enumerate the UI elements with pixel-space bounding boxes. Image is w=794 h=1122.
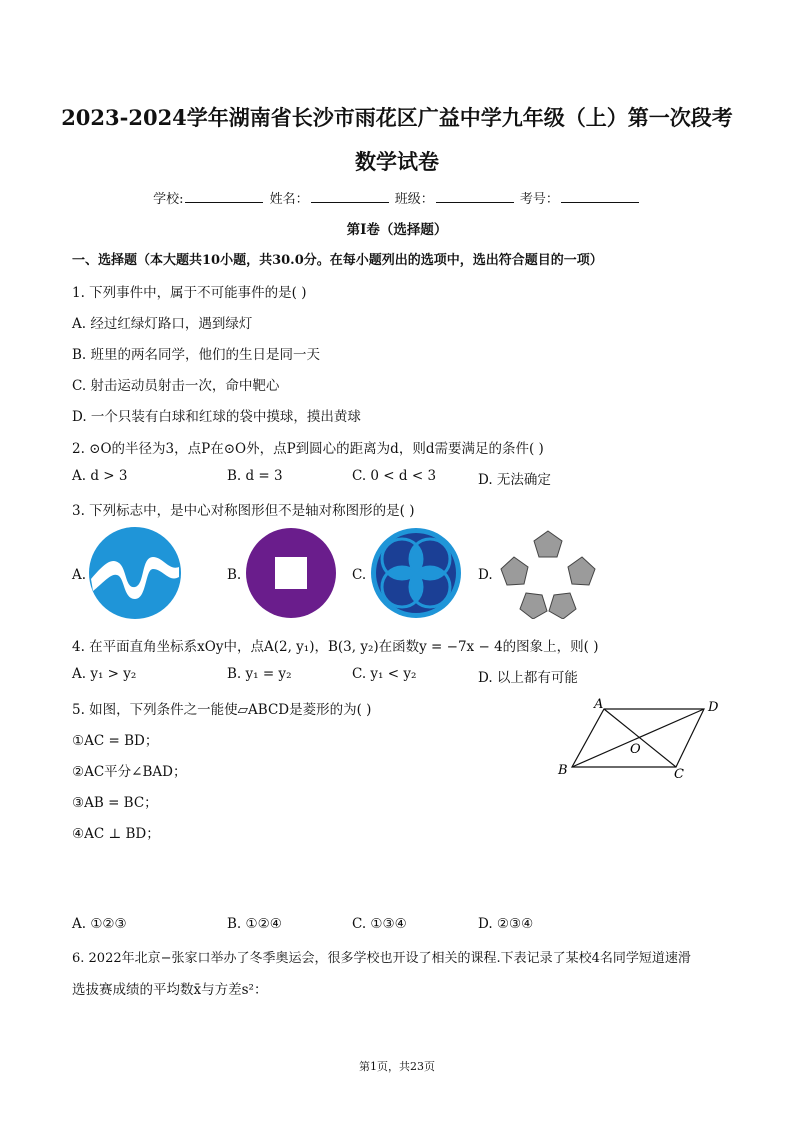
exam-title: 2023-2024学年湖南省长沙市雨花区广益中学九年级（上）第一次段考 [61,105,733,130]
page-footer: 第1页，共23页 [359,1060,435,1073]
q4-option-a[interactable]: A. y₁ > y₂ [72,666,137,682]
q1-stem: 1. 下列事件中，属于不可能事件的是( ) [72,285,307,301]
exam-no-blank[interactable] [561,190,639,203]
q4-stem: 4. 在平面直角坐标系xOy中，点A(2, y₁)，B(3, y₂)在函数y = −7x − 4的图象上，则( ) [72,639,599,655]
q4-option-b[interactable]: B. y₁ = y₂ [227,666,292,682]
q3-option-b[interactable]: B. [227,567,242,583]
q2-option-a[interactable]: A. d > 3 [72,468,128,484]
q5-option-b[interactable]: B. ①②④ [227,916,282,932]
part1-heading: 一、选择题（本大题共10小题，共30.0分。在每小题列出的选项中，选出符合题目的一项） [72,253,603,268]
exam-no-label: 考号： [519,192,559,207]
square-coin-logo-icon [245,527,337,619]
pentagon-ring-logo-icon [498,527,598,619]
q1-option-c[interactable]: C. 射击运动员射击一次，命中靶心 [72,378,280,394]
fig-label-d: D [708,700,719,715]
fig-label-o: O [630,742,641,757]
q5-stem: 5. 如图，下列条件之一能使▱ABCD是菱形的为( ) [72,702,372,718]
q5-option-a[interactable]: A. ①②③ [72,916,127,932]
q4-option-d[interactable]: D. 以上都有可能 [478,670,578,686]
q1-option-a[interactable]: A. 经过红绿灯路口，遇到绿灯 [72,316,253,332]
q5-option-c[interactable]: C. ①③④ [352,916,407,932]
fig-label-a: A [594,697,604,712]
student-info-row [0,188,794,207]
q5-condition-2: ②AC平分∠BAD； [72,764,187,780]
q1-option-b[interactable]: B. 班里的两名同学，他们的生日是同一天 [72,347,321,363]
volume-heading: 第I卷（选择题） [346,222,448,238]
q2-option-d[interactable]: D. 无法确定 [478,472,551,488]
wave-logo-icon [89,527,181,619]
q2-option-c[interactable]: C. 0 < d < 3 [352,468,437,484]
q3-option-a[interactable]: A. [72,567,87,583]
school-blank[interactable] [185,190,263,203]
q5-condition-4: ④AC ⊥ BD； [72,826,160,842]
q6-stem-line2: 选拔赛成绩的平均数x̄与方差s²： [72,982,268,998]
q3-option-c[interactable]: C. [352,567,367,583]
q3-stem: 3. 下列标志中，是中心对称图形但不是轴对称图形的是( ) [72,503,415,519]
exam-subtitle: 数学试卷 [355,149,439,174]
q1-option-d[interactable]: D. 一个只装有白球和红球的袋中摸球，摸出黄球 [72,409,361,425]
q2-stem: 2. ⊙O的半径为3，点P在⊙O外，点P到圆心的距离为d，则d需要满足的条件( ) [72,441,544,457]
q5-condition-3: ③AB = BC； [72,795,158,811]
name-label: 姓名： [269,192,309,207]
school-label: 学校: [153,192,184,207]
q2-option-b[interactable]: B. d = 3 [227,468,283,484]
class-label: 班级： [394,192,434,207]
parallelogram-figure [552,695,727,783]
class-blank[interactable] [436,190,514,203]
fig-label-b: B [558,763,568,778]
fig-label-c: C [674,767,684,782]
q6-stem-line1: 6. 2022年北京−张家口举办了冬季奥运会，很多学校也开设了相关的课程.下表记录了某校4名同学短道速滑 [72,951,691,966]
q5-option-d[interactable]: D. ②③④ [478,916,534,932]
q5-condition-1: ①AC = BD； [72,733,159,749]
name-blank[interactable] [311,190,389,203]
four-petal-logo-icon [370,527,462,619]
q4-option-c[interactable]: C. y₁ < y₂ [352,666,417,682]
q3-option-d[interactable]: D. [478,567,493,583]
